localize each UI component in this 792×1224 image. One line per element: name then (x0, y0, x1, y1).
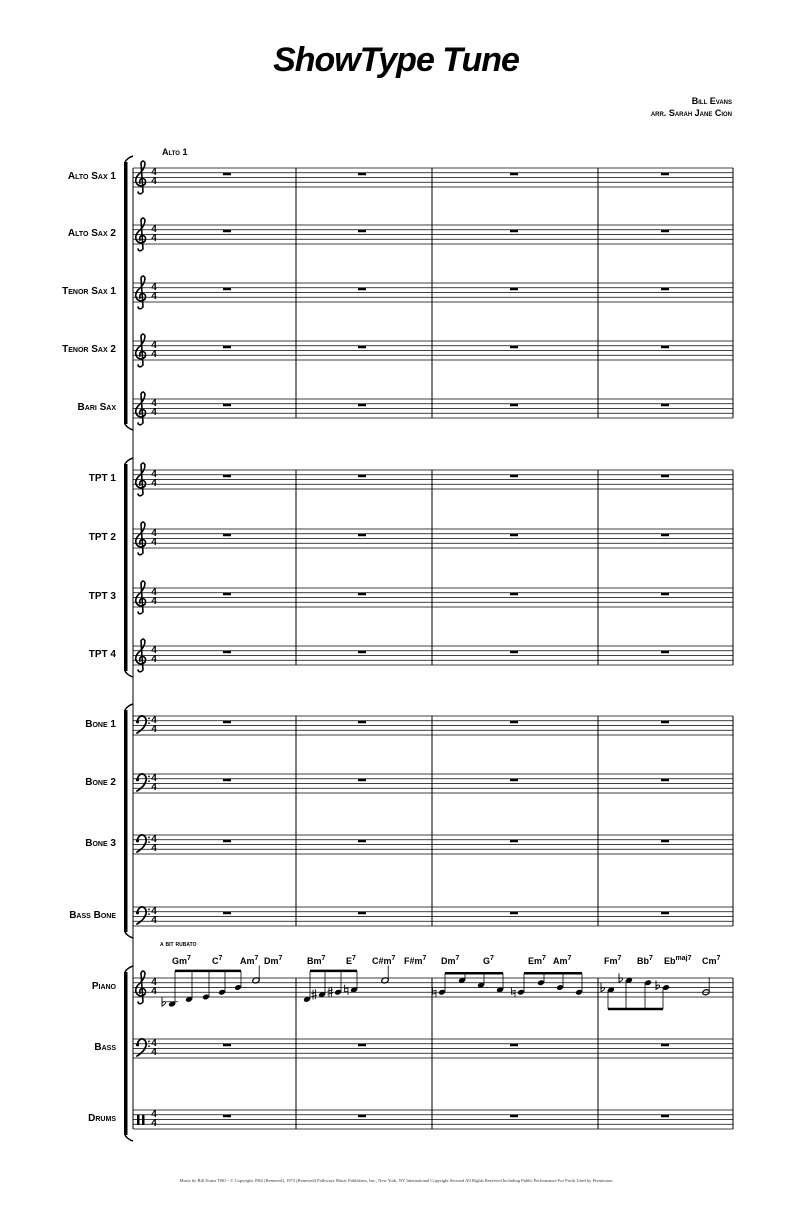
time-signature-top: 4 (151, 527, 157, 539)
whole-rest (358, 840, 366, 843)
chord-symbol (441, 956, 459, 967)
whole-rest (358, 534, 366, 537)
whole-rest (510, 288, 518, 291)
chord-extension: 7 (567, 955, 572, 962)
whole-rest (510, 230, 518, 233)
chord-root: Dm (264, 956, 279, 966)
chord-root: F#m (404, 956, 423, 966)
whole-rest (223, 346, 231, 349)
chord-root: Dm (441, 956, 456, 966)
chord-extension: 7 (422, 955, 427, 962)
time-signature (150, 716, 158, 735)
chord-root: Gm (172, 956, 188, 966)
time-signature-top: 4 (151, 905, 157, 917)
whole-rest (223, 651, 231, 654)
time-signature (150, 978, 158, 997)
whole-rest (223, 404, 231, 407)
whole-rest (661, 840, 669, 843)
whole-rest (223, 173, 231, 176)
time-signature-bottom: 4 (151, 986, 157, 997)
part-label: Alto 1 (162, 147, 188, 157)
natural-icon (345, 985, 349, 995)
chord-root: Cm (702, 956, 717, 966)
chord-root: E (346, 956, 353, 966)
time-signature-top: 4 (151, 586, 157, 598)
chord-root: C (212, 956, 219, 966)
chord-root: Bm (307, 956, 322, 966)
time-signature (150, 907, 158, 926)
instrument-label: Bone 2 (85, 777, 116, 788)
sharp-icon (312, 989, 318, 1000)
instrument-label: Bass (94, 1042, 116, 1053)
whole-rest (510, 1044, 518, 1047)
time-signature-bottom: 4 (151, 478, 157, 489)
whole-rest (358, 173, 366, 176)
whole-rest (510, 912, 518, 915)
chord-symbol (637, 956, 653, 967)
bracket-hook (125, 966, 133, 972)
time-signature-top: 4 (151, 397, 157, 409)
time-signature-top: 4 (151, 1037, 157, 1049)
chord-extension: maj7 (675, 955, 692, 962)
chord-symbol (604, 956, 621, 967)
time-signature-bottom: 4 (151, 407, 157, 418)
group-bracket (124, 972, 128, 1135)
time-signature-top: 4 (151, 468, 157, 480)
time-signature-bottom: 4 (151, 291, 157, 302)
instrument-label: Bone 3 (85, 838, 116, 849)
chord-extension: 7 (649, 955, 653, 962)
bracket-hook (125, 671, 133, 677)
time-signature-bottom: 4 (151, 843, 157, 854)
chord-symbol (483, 956, 494, 967)
chord-symbol (307, 956, 325, 967)
time-signature (150, 470, 158, 489)
instrument-label: Drums (88, 1113, 116, 1124)
instrument-label: Alto Sax 2 (67, 228, 116, 239)
time-signature (150, 646, 158, 665)
time-signature-bottom: 4 (151, 782, 157, 793)
chord-extension: 7 (455, 955, 460, 962)
time-signature-bottom: 4 (151, 654, 157, 665)
time-signature (150, 774, 158, 793)
chord-root: C#m (372, 956, 392, 966)
bass-clef-icon (136, 839, 139, 842)
whole-rest (358, 475, 366, 478)
bracket-hook (125, 704, 133, 710)
whole-rest (223, 840, 231, 843)
chord-root: Am (553, 956, 568, 966)
whole-rest (510, 840, 518, 843)
chord-extension: 7 (542, 955, 546, 962)
group-bracket (124, 710, 128, 932)
flat-icon (656, 981, 660, 990)
whole-rest (358, 1115, 366, 1118)
whole-rest (223, 534, 231, 537)
whole-rest (661, 651, 669, 654)
instrument-label: Bari Sax (77, 402, 116, 413)
time-signature-top: 4 (151, 644, 157, 656)
score-title: ShowType Tune (273, 41, 519, 79)
whole-rest (661, 288, 669, 291)
time-signature-bottom: 4 (151, 537, 157, 548)
composer: Bill Evans (691, 96, 732, 106)
whole-rest (510, 404, 518, 407)
chord-symbol (372, 956, 395, 967)
instrument-label: Bass Bone (69, 910, 116, 921)
chord-extension: 7 (490, 955, 494, 962)
bass-clef-icon (136, 911, 139, 914)
time-signature-bottom: 4 (151, 349, 157, 360)
chord-root: Am (240, 956, 255, 966)
copyright-footer: Music by Bill Evans TRO - © Copyright 1962 (Renewed), 1973 (Renewed) Folkways Music Publishers, Inc., New York, NY International Copyright Secured All Rights Reserved Including Public Performance For Profit Used by Permission (179, 1178, 613, 1183)
whole-rest (358, 721, 366, 724)
whole-rest (358, 404, 366, 407)
group-bracket (124, 162, 128, 424)
bracket-hook (125, 1135, 133, 1141)
time-signature (150, 225, 158, 244)
time-signature-top: 4 (151, 1108, 157, 1120)
chord-extension: 7 (391, 955, 396, 962)
whole-rest (510, 346, 518, 349)
whole-rest (223, 593, 231, 596)
time-signature-top: 4 (151, 281, 157, 293)
percussion-clef-icon (137, 1115, 140, 1125)
whole-rest (661, 779, 669, 782)
chord-symbol (346, 956, 356, 967)
whole-rest (223, 779, 231, 782)
time-signature (150, 168, 158, 187)
whole-rest (661, 721, 669, 724)
time-signature (150, 1039, 158, 1058)
whole-rest (223, 1115, 231, 1118)
time-signature-bottom: 4 (151, 1047, 157, 1058)
whole-rest (510, 651, 518, 654)
chord-extension: 7 (617, 955, 622, 962)
chord-extension: 7 (321, 955, 326, 962)
time-signature (150, 399, 158, 418)
time-signature-top: 4 (151, 772, 157, 784)
whole-rest (358, 593, 366, 596)
instrument-label: Alto Sax 1 (67, 171, 116, 182)
whole-rest (661, 1044, 669, 1047)
whole-rest (661, 593, 669, 596)
time-signature (150, 1110, 158, 1129)
chord-symbol (264, 956, 282, 967)
chord-root: Em (528, 956, 543, 966)
whole-rest (358, 288, 366, 291)
whole-rest (510, 593, 518, 596)
chord-symbol (528, 956, 546, 967)
whole-rest (661, 404, 669, 407)
time-signature-bottom: 4 (151, 176, 157, 187)
bass-clef-icon (136, 778, 139, 781)
whole-rest (510, 779, 518, 782)
whole-rest (661, 1115, 669, 1118)
instrument-label: Tenor Sax 2 (62, 344, 116, 355)
chord-root: Eb (664, 956, 676, 966)
whole-rest (661, 173, 669, 176)
time-signature-top: 4 (151, 223, 157, 235)
time-signature-bottom: 4 (151, 915, 157, 926)
bass-clef-icon (136, 720, 139, 723)
time-signature (150, 341, 158, 360)
bracket-hook (125, 424, 133, 430)
chord-symbol (702, 956, 720, 967)
bracket-hook (125, 932, 133, 938)
chord-root: Bb (637, 956, 649, 966)
instrument-label: TPT 1 (88, 473, 116, 484)
time-signature-top: 4 (151, 833, 157, 845)
chord-extension: 7 (254, 955, 259, 962)
instrument-label: TPT 3 (88, 591, 116, 602)
time-signature-top: 4 (151, 166, 157, 178)
time-signature-top: 4 (151, 976, 157, 988)
arranger: arr. Sarah Jane Cion (650, 108, 732, 118)
instrument-label: Tenor Sax 1 (62, 286, 116, 297)
whole-rest (661, 912, 669, 915)
whole-rest (223, 475, 231, 478)
chord-root: Fm (604, 956, 618, 966)
whole-rest (510, 1115, 518, 1118)
time-signature-bottom: 4 (151, 1118, 157, 1129)
whole-rest (661, 475, 669, 478)
chord-symbol (172, 956, 191, 967)
whole-rest (223, 721, 231, 724)
whole-rest (358, 779, 366, 782)
whole-rest (358, 912, 366, 915)
time-signature (150, 588, 158, 607)
chord-extension: 7 (218, 955, 223, 962)
flat-icon (162, 997, 166, 1006)
whole-rest (661, 534, 669, 537)
bracket-hook (125, 156, 133, 162)
chord-symbol (664, 956, 691, 967)
bass-clef-icon (136, 1043, 139, 1046)
whole-rest (358, 1044, 366, 1047)
whole-rest (358, 651, 366, 654)
time-signature (150, 283, 158, 302)
percussion-clef-icon (142, 1115, 145, 1125)
chord-extension: 7 (716, 955, 721, 962)
instrument-label: Bone 1 (85, 719, 116, 730)
time-signature-bottom: 4 (151, 596, 157, 607)
chord-symbol (212, 956, 222, 967)
whole-rest (510, 534, 518, 537)
whole-rest (510, 721, 518, 724)
time-signature-bottom: 4 (151, 724, 157, 735)
time-signature-bottom: 4 (151, 233, 157, 244)
group-bracket (124, 464, 128, 671)
whole-rest (223, 912, 231, 915)
chord-extension: 7 (187, 955, 191, 962)
bracket-hook (125, 458, 133, 464)
chord-extension: 7 (352, 955, 356, 962)
whole-rest (358, 230, 366, 233)
whole-rest (661, 230, 669, 233)
time-signature (150, 529, 158, 548)
whole-rest (510, 173, 518, 176)
whole-rest (661, 346, 669, 349)
chord-symbol (240, 956, 258, 967)
time-signature-top: 4 (151, 714, 157, 726)
instrument-label: Piano (91, 981, 116, 992)
whole-rest (358, 346, 366, 349)
whole-rest (223, 230, 231, 233)
chord-symbol (553, 956, 571, 967)
whole-rest (223, 1044, 231, 1047)
chord-extension: 7 (278, 955, 283, 962)
instrument-label: TPT 4 (88, 649, 116, 660)
chord-root: G (483, 956, 491, 966)
whole-rest (223, 288, 231, 291)
instrument-label: TPT 2 (88, 532, 116, 543)
tempo-marking: a bit rubato (160, 941, 197, 948)
whole-rest (510, 475, 518, 478)
time-signature (150, 835, 158, 854)
time-signature-top: 4 (151, 339, 157, 351)
chord-symbol (404, 956, 426, 967)
